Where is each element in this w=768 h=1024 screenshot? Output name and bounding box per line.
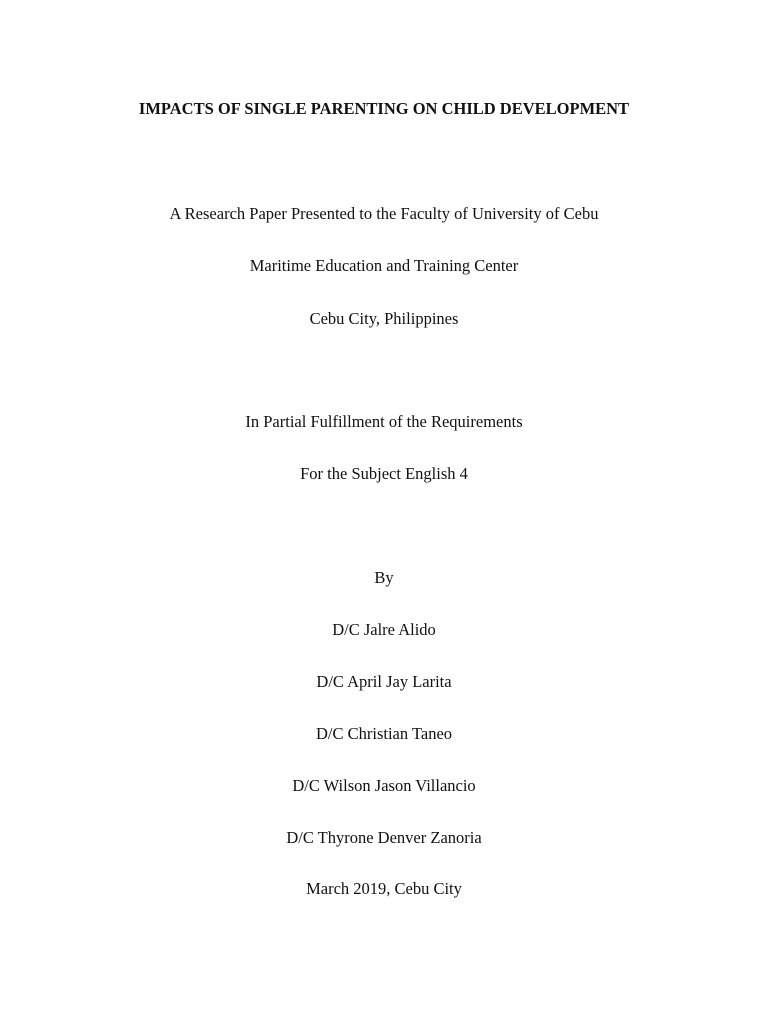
presentation-line-faculty: A Research Paper Presented to the Faculty of University of Cebu: [169, 204, 599, 223]
fulfillment-line-subject: For the Subject English 4: [300, 464, 468, 483]
author-name: D/C Christian Taneo: [315, 724, 453, 743]
presentation-line-center: Maritime Education and Training Center: [249, 256, 519, 275]
date-place: March 2019, Cebu City: [306, 879, 462, 898]
presentation-line-location: Cebu City, Philippines: [309, 309, 459, 328]
by-label: By: [374, 568, 394, 587]
paper-title: IMPACTS OF SINGLE PARENTING ON CHILD DEVELOPMENT: [138, 99, 630, 118]
author-name: D/C Wilson Jason Villancio: [292, 776, 476, 795]
author-name: D/C April Jay Larita: [316, 672, 452, 691]
fulfillment-line-requirements: In Partial Fulfillment of the Requirements: [245, 412, 523, 431]
author-name: D/C Thyrone Denver Zanoria: [286, 828, 482, 847]
author-name: D/C Jalre Alido: [332, 620, 436, 639]
